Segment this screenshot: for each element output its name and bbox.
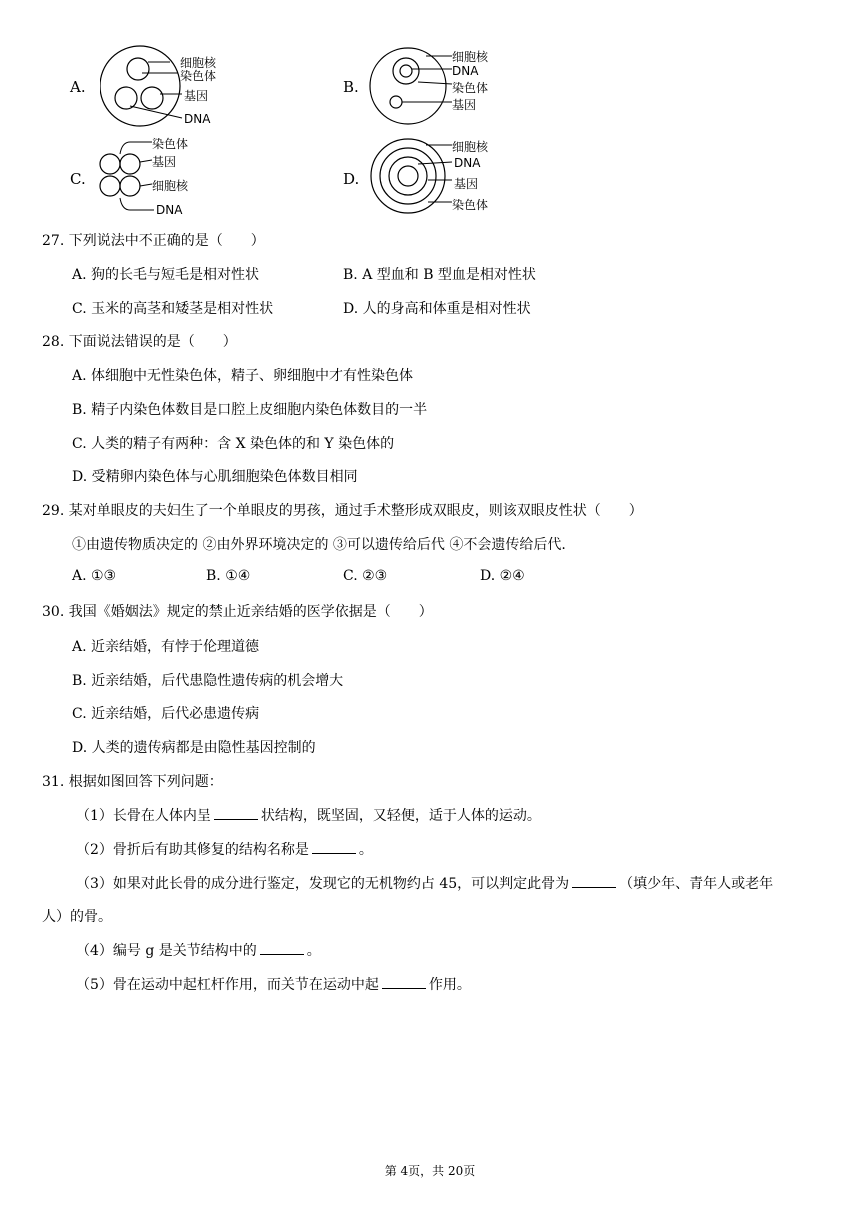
option-a-letter: A. <box>70 78 86 96</box>
part-4-suffix: 。 <box>306 943 321 959</box>
diagram-d-label-0: 细胞核 <box>452 140 489 154</box>
question-30-stem: 30. 我国《婚姻法》规定的禁止近亲结婚的医学依据是（ ） <box>42 604 433 620</box>
question-30-option-b: B. 近亲结婚，后代患隐性遗传病的机会增大 <box>72 673 344 689</box>
question-30-option-a: A. 近亲结婚，有悖于伦理道德 <box>72 639 260 655</box>
part-1-prefix: （1）长骨在人体内呈 <box>76 808 211 824</box>
question-27-option-c: C. 玉米的高茎和矮茎是相对性状 <box>72 301 274 317</box>
diagram-b-label-3: 基因 <box>452 98 477 112</box>
question-29-option-b: B. ①④ <box>206 568 251 584</box>
diagram-c-label-0: 染色体 <box>152 137 189 151</box>
question-28-option-b: B. 精子内染色体数目是口腔上皮细胞内染色体数目的一半 <box>72 402 428 418</box>
question-31-part-4 <box>76 940 321 960</box>
part-5-suffix: 作用。 <box>428 977 471 993</box>
question-27-option-d: D. 人的身高和体重是相对性状 <box>343 301 531 317</box>
diagram-d-label-2: 基因 <box>454 177 479 191</box>
question-28-option-c: C. 人类的精子有两种：含 X 染色体的和 Y 染色体的 <box>72 436 395 452</box>
question-29-option-a: A. ①③ <box>72 568 117 584</box>
diagram-c-label-1: 基因 <box>152 155 177 169</box>
diagram-b-label-0: 细胞核 <box>452 50 489 64</box>
answer-blank-5[interactable] <box>382 976 426 989</box>
question-27-option-a: A. 狗的长毛与短毛是相对性状 <box>72 267 260 283</box>
answer-blank-1[interactable] <box>214 807 258 820</box>
question-27-option-b: B. A 型血和 B 型血是相对性状 <box>343 267 536 283</box>
option-c-letter: C. <box>70 170 86 188</box>
question-27-stem: 27. 下列说法中不正确的是（ ） <box>42 233 265 249</box>
answer-blank-3[interactable] <box>572 875 616 888</box>
diagram-a-label-3: DNA <box>184 112 211 126</box>
diagram-d <box>368 136 454 216</box>
diagram-c <box>96 136 160 216</box>
diagram-b <box>366 44 456 130</box>
part-3-prefix: （3）如果对此长骨的成分进行鉴定，发现它的无机物约占 45，可以判定此骨为 <box>76 876 570 892</box>
answer-blank-2[interactable] <box>312 841 356 854</box>
question-31-part-5 <box>76 974 471 994</box>
question-29-option-d: D. ②④ <box>480 568 525 584</box>
question-31-part-3-continued <box>42 906 112 926</box>
question-30-option-d: D. 人类的遗传病都是由隐性基因控制的 <box>72 740 316 756</box>
diagram-b-label-2: 染色体 <box>452 81 489 95</box>
diagram-d-label-1: DNA <box>454 156 481 170</box>
question-28-option-a: A. 体细胞中无性染色体，精子、卵细胞中才有性染色体 <box>72 368 414 384</box>
question-30-option-c: C. 近亲结婚，后代必患遗传病 <box>72 706 260 722</box>
question-29-statements: ①由遗传物质决定的 ②由外界环境决定的 ③可以遗传给后代 ④不会遗传给后代. <box>72 537 566 553</box>
question-28-stem: 28. 下面说法错误的是（ ） <box>42 334 237 350</box>
diagram-d-label-3: 染色体 <box>452 198 489 212</box>
part-2-suffix: 。 <box>358 842 373 858</box>
question-29-option-c: C. ②③ <box>343 568 388 584</box>
option-b-letter: B. <box>343 78 359 96</box>
part-3-continuation: 人）的骨。 <box>42 909 112 925</box>
question-31-part-1 <box>76 805 541 825</box>
part-5-prefix: （5）骨在运动中起杠杆作用，而关节在运动中起 <box>76 977 379 993</box>
question-31-part-3 <box>76 873 773 893</box>
page-footer: 第 4页，共 20页 <box>384 1164 476 1178</box>
diagram-a-label-1: 染色体 <box>180 69 217 83</box>
diagram-a-label-2: 基因 <box>184 89 209 103</box>
question-31-part-2 <box>76 839 373 859</box>
question-28-option-d: D. 受精卵内染色体与心肌细胞染色体数目相同 <box>72 469 358 485</box>
part-4-prefix: （4）编号 g 是关节结构中的 <box>76 943 257 959</box>
option-d-letter: D. <box>343 170 360 188</box>
question-31-stem: 31. 根据如图回答下列问题： <box>42 774 223 790</box>
diagram-a <box>100 40 240 132</box>
answer-blank-4[interactable] <box>260 942 304 955</box>
part-3-suffix: （填少年、青年人或老年 <box>619 876 774 892</box>
part-1-suffix: 状结构，既坚固，又轻便，适于人体的运动。 <box>260 808 541 824</box>
part-2-prefix: （2）骨折后有助其修复的结构名称是 <box>76 842 309 858</box>
diagram-c-label-2: 细胞核 <box>152 179 189 193</box>
diagram-b-label-1: DNA <box>452 64 479 78</box>
question-29-stem: 29. 某对单眼皮的夫妇生了一个单眼皮的男孩，通过手术整形成双眼皮，则该双眼皮性状（ ） <box>42 503 643 519</box>
diagram-a-label-0: 细胞核 <box>180 56 217 70</box>
diagram-c-label-3: DNA <box>156 203 183 217</box>
